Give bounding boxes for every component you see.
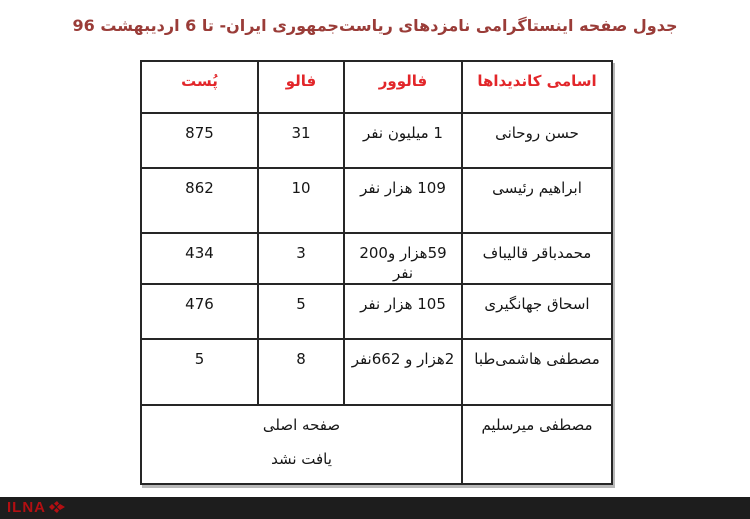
footer-bar	[0, 497, 750, 519]
candidate-name-cell: ابراهیم رئیسی	[462, 168, 612, 233]
note-line-1: صفحه اصلی	[262, 416, 341, 434]
follow-cell: 5	[258, 284, 344, 339]
follow-cell: 10	[258, 168, 344, 233]
header-posts: پُست	[141, 61, 258, 113]
candidate-name-cell: محمدباقر قالیباف	[462, 233, 612, 284]
page-not-found-cell	[141, 405, 462, 484]
ilna-logo-text: ILNA	[7, 499, 46, 516]
table-row	[141, 339, 612, 405]
posts-cell: 862	[141, 168, 258, 233]
table-row	[141, 233, 612, 284]
followers-cell: 59هزار و200 نفر	[344, 233, 462, 284]
candidate-name-cell: مصطفی میرسلیم	[462, 405, 612, 484]
follow-cell: 31	[258, 113, 344, 168]
followers-cell: 2هزار و 662نفر	[344, 339, 462, 405]
table-row	[141, 405, 612, 484]
posts-cell: 476	[141, 284, 258, 339]
candidates-table	[140, 60, 613, 485]
followers-cell: 105 هزار نفر	[344, 284, 462, 339]
table-row	[141, 113, 612, 168]
posts-cell: 434	[141, 233, 258, 284]
candidates-table-container	[140, 60, 613, 485]
followers-cell: 1 میلیون نفر	[344, 113, 462, 168]
ilna-arrow-icon	[48, 499, 66, 518]
header-candidate-names: اسامی کاندیداها	[462, 61, 612, 113]
note-line-2: یافت نشد	[271, 450, 332, 468]
candidate-name-cell: اسحاق جهانگیری	[462, 284, 612, 339]
posts-cell: 875	[141, 113, 258, 168]
page-title: جدول صفحه اینستاگرامی نامزدهای ریاست‌جمهوری ایران- تا 6 اردیبهشت 96	[72, 16, 678, 35]
posts-cell: 5	[141, 339, 258, 405]
follow-cell: 3	[258, 233, 344, 284]
followers-cell: 109 هزار نفر	[344, 168, 462, 233]
header-follow: فالو	[258, 61, 344, 113]
candidate-name-cell: حسن روحانی	[462, 113, 612, 168]
table-header-row	[141, 61, 612, 113]
header-followers: فالوور	[344, 61, 462, 113]
follow-cell: 8	[258, 339, 344, 405]
table-row	[141, 284, 612, 339]
ilna-logo	[7, 497, 66, 519]
candidate-name-cell: مصطفی هاشمی‌طبا	[462, 339, 612, 405]
table-row	[141, 168, 612, 233]
